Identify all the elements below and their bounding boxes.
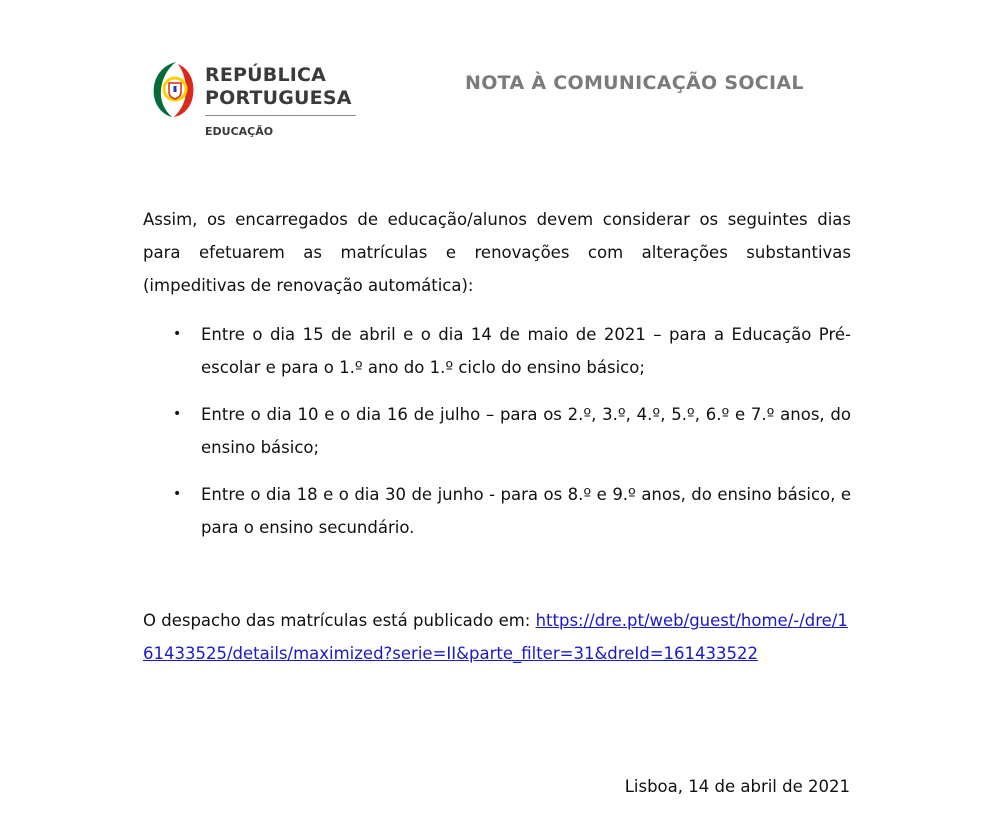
signature-date: Lisboa, 14 de abril de 2021 [624,777,850,796]
enrollment-dates-list [143,318,851,544]
page-title: NOTA À COMUNICAÇÃO SOCIAL [465,72,804,94]
logo-divider [205,115,356,116]
bullet-icon: • [173,326,182,342]
logo-subtitle: EDUCAÇÃO [205,125,274,138]
logo-line1: REPÚBLICA [205,64,327,86]
logo-line2: PORTUGUESA [205,87,352,109]
list-item [143,398,851,464]
despacho-text: O despacho das matrículas está publicado em: [143,611,536,630]
list-item [143,318,851,384]
intro-paragraph: Assim, os encarregados de educação/alunos devem considerar os seguintes dias para efetuarem as matrículas e renovações com alterações substantivas (impeditivas de renovação automática): [143,210,851,295]
logo [150,58,370,146]
bullet-icon: • [173,486,182,502]
list-item-text: Entre o dia 18 e o dia 30 de junho - para os 8.º e 9.º anos, do ensino básico, e para o ensino secundário. [201,485,851,537]
despacho-paragraph [143,604,851,670]
bullet-icon: • [173,406,182,422]
portugal-emblem-icon [150,60,196,118]
list-item [143,478,851,544]
list-item-text: Entre o dia 15 de abril e o dia 14 de maio de 2021 – para a Educação Pré-escolar e para o 1.º ano do 1.º ciclo do ensino básico; [201,325,851,377]
document-body [143,203,851,558]
despacho-link[interactable]: https://dre.pt/web/guest/home/-/dre/161433525/details/maximized?serie=II&parte_filter=31&dreId=161433522 [143,611,848,663]
list-item-text: Entre o dia 10 e o dia 16 de julho – para os 2.º, 3.º, 4.º, 5.º, 6.º e 7.º anos, do ensino básico; [201,405,851,457]
